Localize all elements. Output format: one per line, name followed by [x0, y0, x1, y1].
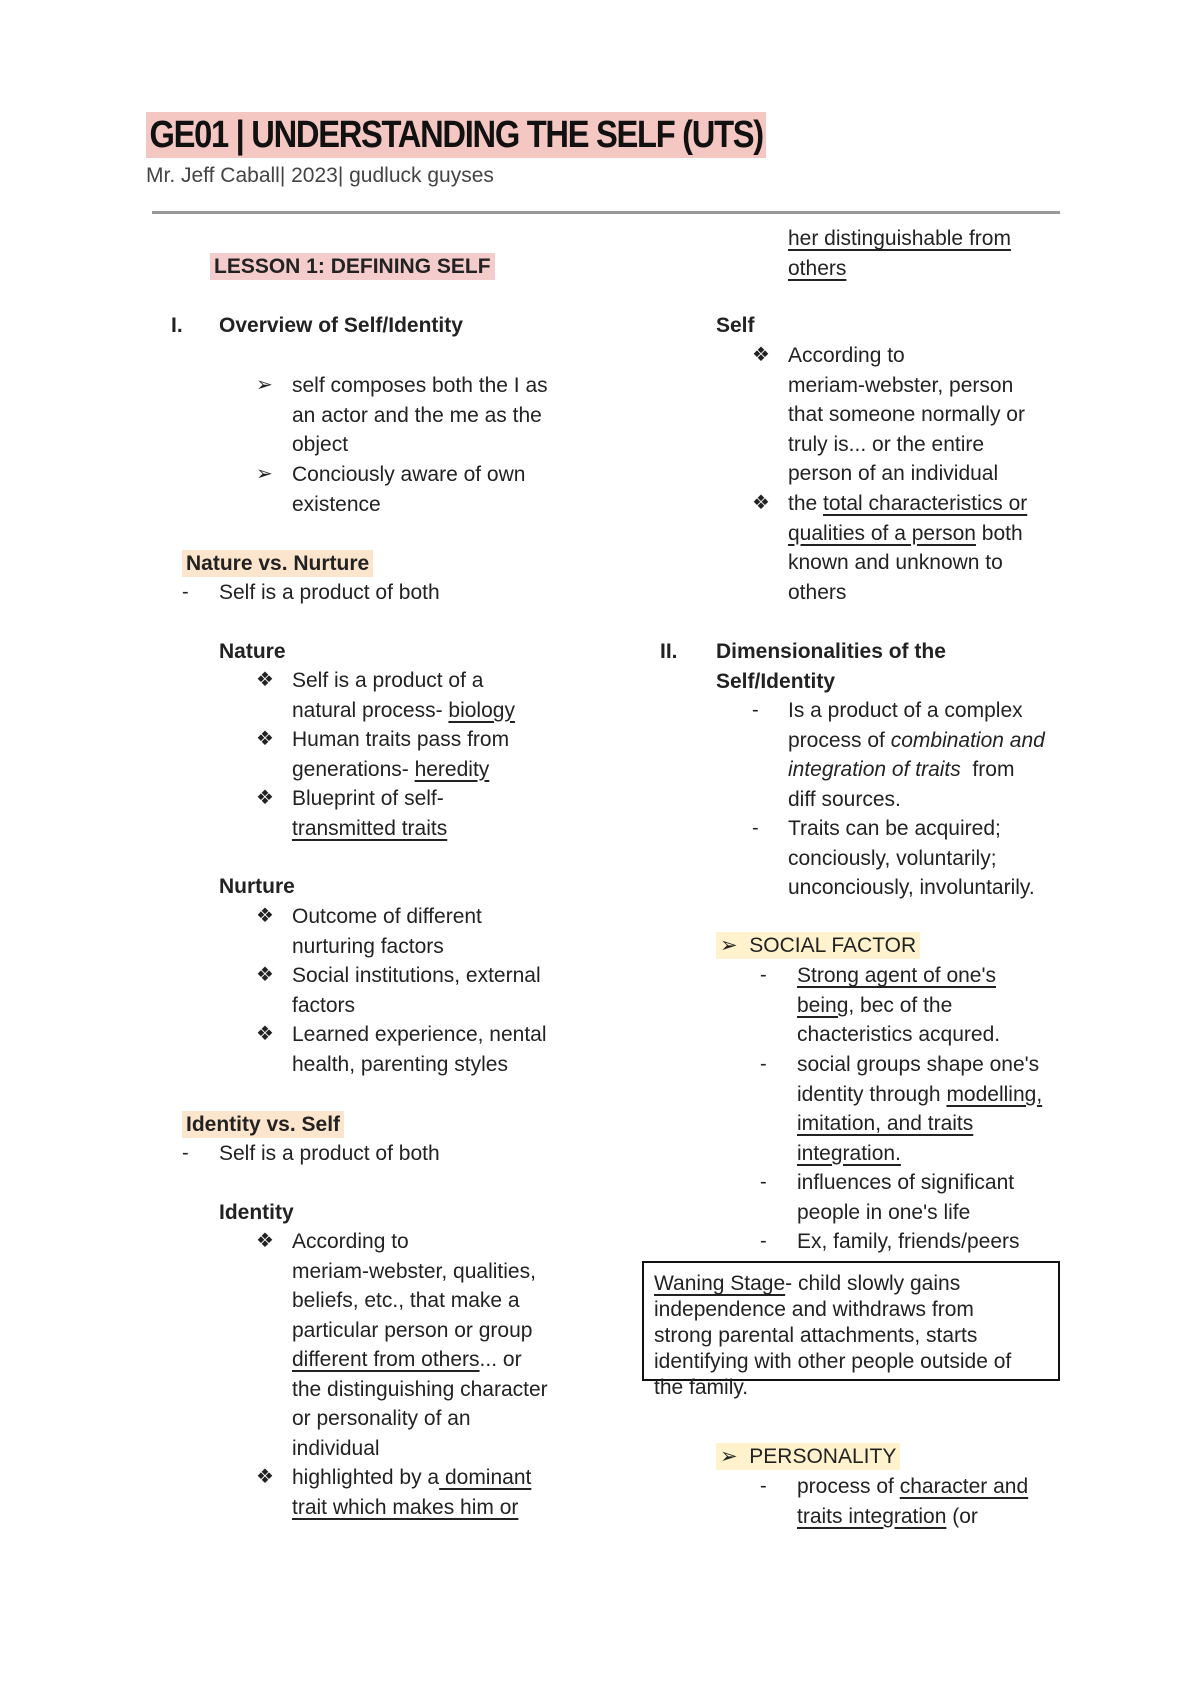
- social-item-4: Ex, family, friends/peers: [797, 1230, 1020, 1253]
- nurture-item-2: Social institutions, external factors: [292, 964, 541, 1017]
- social-factor-heading: ➢ SOCIAL FACTOR: [716, 931, 920, 961]
- identity-heading: Identity: [219, 1201, 294, 1224]
- identity-vs-self-line: Self is a product of both: [219, 1142, 440, 1165]
- self-heading: Self: [716, 314, 755, 337]
- diamond-bullet-icon: ❖: [752, 344, 770, 366]
- diamond-bullet-icon: ❖: [256, 787, 274, 809]
- lesson-heading: LESSON 1: DEFINING SELF: [210, 252, 495, 282]
- self-item-1: According to meriam-webster, person that someone normally or truly is... or the entire person of an individual: [788, 344, 1025, 485]
- dash-bullet: -: [760, 1230, 767, 1252]
- identity-vs-self-heading: Identity vs. Self: [182, 1110, 344, 1140]
- dash-bullet: -: [760, 964, 767, 986]
- dash-bullet: -: [760, 1053, 767, 1075]
- header-divider: [152, 211, 1060, 214]
- identity-item-1: According to meriam-webster, qualities, beliefs, etc., that make a particular person or group different from others... or the distinguishing character or personality of an individual: [292, 1230, 548, 1460]
- nature-vs-nurture-heading: Nature vs. Nurture: [182, 549, 373, 579]
- section-2-title: Dimensionalities of the Self/Identity: [716, 640, 946, 693]
- diamond-bullet-icon: ❖: [256, 905, 274, 927]
- nature-item-2: Human traits pass from generations- heredity: [292, 728, 510, 781]
- dash-bullet: -: [760, 1475, 767, 1497]
- dash-bullet: -: [182, 1142, 189, 1164]
- diamond-bullet-icon: ❖: [256, 964, 274, 986]
- diamond-bullet-icon: ❖: [256, 1023, 274, 1045]
- nurture-item-3: Learned experience, nental health, parenting styles: [292, 1023, 547, 1076]
- self-item-2: the total characteristics or qualities of a person both known and unknown to others: [788, 492, 1028, 604]
- identity-item-2-continued: her distinguishable from others: [788, 227, 1011, 280]
- nature-heading: Nature: [219, 640, 286, 663]
- nature-item-3: Blueprint of self- transmitted traits: [292, 787, 448, 840]
- social-item-2: social groups shape one's identity through modelling, imitation, and traits integration.: [797, 1053, 1043, 1165]
- personality-item-1: process of character and traits integration (or: [797, 1475, 1029, 1528]
- diamond-bullet-icon: ❖: [256, 1230, 274, 1252]
- personality-heading: ➢ PERSONALITY: [716, 1442, 900, 1472]
- section-1-number: I.: [171, 314, 183, 337]
- arrow-bullet-icon: ➢: [256, 374, 273, 396]
- nurture-heading: Nurture: [219, 875, 295, 898]
- overview-item-1: self composes both the I as an actor and the me as the object: [292, 374, 548, 456]
- social-item-1: Strong agent of one's being, bec of the chacteristics acqured.: [797, 964, 1001, 1046]
- arrow-bullet-icon: ➢: [720, 934, 738, 957]
- document-subtitle: Mr. Jeff Caball| 2023| gudluck guyses: [146, 164, 494, 187]
- arrow-bullet-icon: ➢: [256, 463, 273, 485]
- section-1-title: Overview of Self/Identity: [219, 314, 463, 337]
- dimension-item-1: Is a product of a complex process of combination and integration of traits from diff sources.: [788, 699, 1045, 811]
- nature-item-1: Self is a product of a natural process- biology: [292, 669, 515, 722]
- dash-bullet: -: [760, 1171, 767, 1193]
- diamond-bullet-icon: ❖: [256, 1466, 274, 1488]
- waning-stage-note-box: Waning Stage- child slowly gains independence and withdraws from strong parental attachments, starts identifying with other people outside of the family.: [642, 1261, 1060, 1381]
- dash-bullet: -: [752, 699, 759, 721]
- nature-vs-nurture-line: Self is a product of both: [219, 581, 440, 604]
- dash-bullet: -: [752, 817, 759, 839]
- identity-item-2: highlighted by a dominant trait which makes him or: [292, 1466, 532, 1519]
- diamond-bullet-icon: ❖: [752, 492, 770, 514]
- document-title: GE01 | UNDERSTANDING THE SELF (UTS): [146, 112, 766, 158]
- overview-item-2: Conciously aware of own existence: [292, 463, 526, 516]
- nurture-item-1: Outcome of different nurturing factors: [292, 905, 482, 958]
- diamond-bullet-icon: ❖: [256, 728, 274, 750]
- diamond-bullet-icon: ❖: [256, 669, 274, 691]
- dimension-item-2: Traits can be acquired; conciously, voluntarily; unconciously, involuntarily.: [788, 817, 1035, 899]
- social-item-3: influences of significant people in one's life: [797, 1171, 1015, 1224]
- section-2-number: II.: [660, 640, 678, 663]
- dash-bullet: -: [182, 581, 189, 603]
- arrow-bullet-icon: ➢: [720, 1445, 738, 1468]
